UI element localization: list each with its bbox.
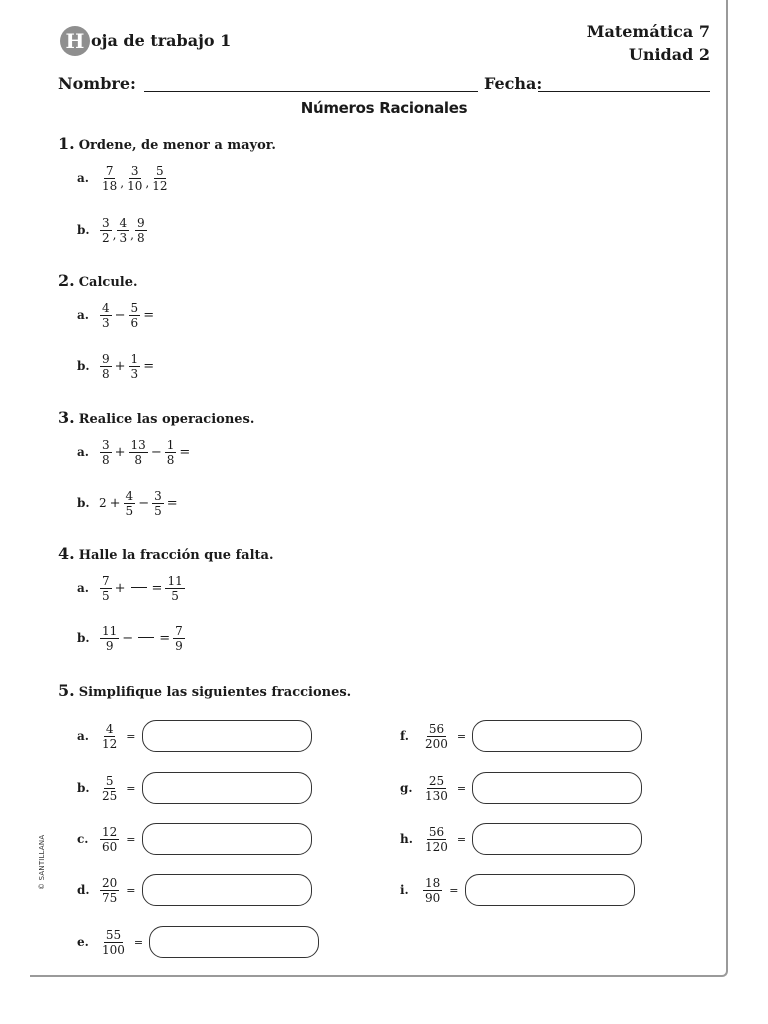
numerator: 9: [102, 351, 110, 366]
simplify-item-g: [400, 770, 642, 806]
separator: ,: [120, 176, 125, 190]
denominator: 8: [102, 366, 110, 381]
equals-sign: =: [143, 358, 155, 374]
numerator: 9: [136, 215, 145, 230]
worksheet-badge: H: [60, 26, 90, 56]
operator: +: [114, 444, 126, 460]
numerator: 12: [102, 824, 118, 839]
question-1-title: [58, 134, 276, 153]
question-1b: [77, 212, 148, 248]
denominator: 60: [102, 839, 118, 854]
answer-box[interactable]: [142, 720, 312, 752]
numerator: 4: [119, 215, 128, 230]
equals-sign: =: [456, 729, 467, 743]
fraction: [152, 489, 164, 518]
numerator: 56: [428, 824, 445, 839]
fraction: [100, 774, 119, 803]
question-number: 4.: [58, 544, 75, 563]
numerator: 4: [125, 488, 134, 503]
denominator: 5: [154, 503, 162, 518]
denominator: 8: [102, 452, 110, 467]
unit-name: Unidad 2: [628, 45, 710, 64]
denominator: 9: [175, 638, 183, 653]
separator: ,: [112, 228, 117, 242]
question-text: Simplifique las siguientes fracciones.: [78, 685, 352, 700]
denominator: 8: [166, 452, 175, 467]
fraction: [165, 574, 184, 603]
date-label: Fecha:: [484, 74, 543, 93]
denominator: 3: [130, 366, 139, 381]
item-letter: a.: [77, 581, 89, 595]
subject-name: Matemática 7: [586, 22, 710, 41]
numerator: 1: [130, 351, 139, 366]
denominator: 25: [102, 788, 118, 803]
item-letter: a.: [77, 171, 89, 185]
fraction: [100, 438, 112, 467]
question-3a: [77, 434, 192, 470]
operator: −: [150, 444, 162, 460]
item-letter: a.: [77, 729, 89, 743]
question-text: Realice las operaciones.: [78, 412, 255, 427]
question-3-title: [58, 408, 254, 427]
numerator: 3: [154, 488, 162, 503]
missing-fraction-blank[interactable]: [131, 587, 147, 588]
operator: +: [114, 580, 126, 596]
question-text: Ordene, de menor a mayor.: [78, 138, 276, 153]
answer-box[interactable]: [142, 823, 312, 855]
equals-sign: =: [151, 580, 163, 596]
item-letter: a.: [77, 445, 89, 459]
item-letter: b.: [77, 359, 90, 373]
question-text: Calcule.: [78, 275, 138, 290]
item-letter: b.: [77, 223, 90, 237]
equals-sign: =: [126, 832, 136, 846]
denominator: 5: [102, 588, 110, 603]
numerator: 7: [105, 163, 114, 178]
denominator: 130: [425, 788, 448, 803]
operator: −: [138, 495, 150, 511]
numerator: 5: [156, 163, 164, 178]
denominator: 8: [134, 452, 142, 467]
whole-number: 2: [99, 496, 107, 510]
separator: ,: [145, 176, 150, 190]
question-2a: [77, 297, 156, 333]
equals-sign: =: [456, 781, 467, 795]
fraction: [135, 216, 147, 245]
numerator: 5: [130, 300, 139, 315]
numerator: 11: [102, 623, 118, 638]
simplify-item-b: [77, 770, 312, 806]
numerator: 4: [102, 300, 110, 315]
fraction: [124, 489, 136, 518]
separator: ,: [130, 228, 134, 242]
fraction: [100, 928, 127, 957]
denominator: 10: [127, 178, 143, 193]
numerator: 20: [102, 875, 118, 890]
answer-box[interactable]: [472, 720, 642, 752]
numerator: 55: [105, 927, 122, 942]
fraction: [100, 722, 119, 751]
subject-block: [587, 20, 710, 66]
question-4a: [77, 570, 186, 606]
operator: −: [114, 307, 126, 323]
item-letter: b.: [77, 631, 90, 645]
equals-sign: =: [456, 832, 467, 846]
question-number: 3.: [58, 408, 75, 427]
equals-sign: =: [166, 495, 178, 511]
equals-sign: =: [143, 307, 155, 323]
numerator: 3: [102, 437, 110, 452]
denominator: 2: [102, 230, 110, 245]
fraction: [100, 574, 112, 603]
name-field-line[interactable]: [144, 91, 478, 92]
fraction: [423, 825, 450, 854]
numerator: 3: [102, 215, 110, 230]
equals-sign: =: [179, 444, 191, 460]
question-2b: [77, 348, 156, 384]
answer-box[interactable]: [472, 772, 642, 804]
question-number: 2.: [58, 271, 75, 290]
fraction: [100, 825, 119, 854]
denominator: 12: [152, 178, 168, 193]
operator: +: [109, 495, 121, 511]
numerator: 11: [167, 573, 183, 588]
operator: +: [114, 358, 126, 374]
numerator: 13: [130, 437, 146, 452]
denominator: 200: [425, 736, 448, 751]
simplify-item-d: [77, 872, 312, 908]
denominator: 75: [102, 890, 118, 905]
item-letter: e.: [77, 935, 89, 949]
fraction: [100, 164, 119, 193]
item-letter: b.: [77, 781, 90, 795]
denominator: 5: [125, 503, 134, 518]
operator: −: [122, 630, 134, 646]
question-4b: [77, 620, 186, 656]
fraction: [423, 774, 450, 803]
fraction: [100, 876, 119, 905]
question-2-title: [58, 271, 138, 290]
date-field-line[interactable]: [538, 91, 710, 92]
fraction: [100, 301, 112, 330]
item-letter: d.: [77, 883, 90, 897]
copyright-notice: © SANTILLANA: [38, 834, 46, 890]
missing-fraction-blank[interactable]: [138, 637, 154, 638]
name-date-row: [58, 74, 710, 96]
equals-sign: =: [126, 729, 136, 743]
answer-box[interactable]: [472, 823, 642, 855]
simplify-item-c: [77, 821, 312, 857]
equals-sign: =: [126, 781, 136, 795]
worksheet-title: oja de trabajo 1: [91, 31, 232, 50]
page-title: Números Racionales: [300, 99, 468, 117]
answer-box[interactable]: [465, 874, 635, 906]
equals-sign: =: [133, 935, 144, 949]
item-letter: g.: [400, 781, 413, 795]
denominator: 100: [102, 942, 125, 957]
simplify-item-f: [400, 718, 642, 754]
simplify-item-e: [77, 924, 319, 960]
equals-sign: =: [159, 630, 171, 646]
item-letter: a.: [77, 308, 89, 322]
denominator: 6: [130, 315, 139, 330]
denominator: 18: [102, 178, 118, 193]
fraction: [173, 624, 185, 653]
item-letter: i.: [400, 883, 409, 897]
fraction: [423, 722, 450, 751]
question-3b: [77, 485, 180, 521]
answer-box[interactable]: [149, 926, 319, 958]
name-label: Nombre:: [58, 74, 136, 93]
fraction: [117, 216, 129, 245]
denominator: 90: [425, 890, 441, 905]
denominator: 8: [136, 230, 145, 245]
question-text: Halle la fracción que falta.: [78, 548, 274, 563]
fraction: [423, 876, 442, 905]
denominator: 9: [105, 638, 114, 653]
denominator: 120: [425, 839, 448, 854]
denominator: 3: [119, 230, 128, 245]
numerator: 1: [166, 437, 175, 452]
simplify-item-a: [77, 718, 312, 754]
answer-box[interactable]: [142, 772, 312, 804]
item-letter: f.: [400, 729, 409, 743]
numerator: 5: [105, 773, 114, 788]
fraction: [129, 352, 141, 381]
numerator: 3: [130, 163, 139, 178]
item-letter: c.: [77, 832, 89, 846]
question-5-title: [58, 681, 351, 700]
denominator: 5: [171, 588, 179, 603]
fraction: [165, 438, 177, 467]
simplify-item-i: [400, 872, 635, 908]
answer-box[interactable]: [142, 874, 312, 906]
equals-sign: =: [126, 883, 136, 897]
fraction: [100, 216, 112, 245]
question-4-title: [58, 544, 274, 563]
item-letter: h.: [400, 832, 413, 846]
numerator: 56: [428, 721, 445, 736]
item-letter: b.: [77, 496, 90, 510]
fraction: [100, 352, 112, 381]
numerator: 18: [425, 875, 441, 890]
numerator: 7: [102, 573, 110, 588]
denominator: 12: [102, 736, 118, 751]
fraction: [150, 164, 169, 193]
equals-sign: =: [449, 883, 459, 897]
question-number: 1.: [58, 134, 75, 153]
question-1a: [77, 160, 171, 196]
fraction: [129, 438, 148, 467]
fraction: [125, 164, 144, 193]
numerator: 7: [175, 623, 183, 638]
simplify-item-h: [400, 821, 642, 857]
numerator: 4: [105, 721, 114, 736]
fraction: [129, 301, 141, 330]
denominator: 3: [102, 315, 110, 330]
question-number: 5.: [58, 681, 75, 700]
fraction: [100, 624, 119, 653]
numerator: 25: [428, 773, 445, 788]
